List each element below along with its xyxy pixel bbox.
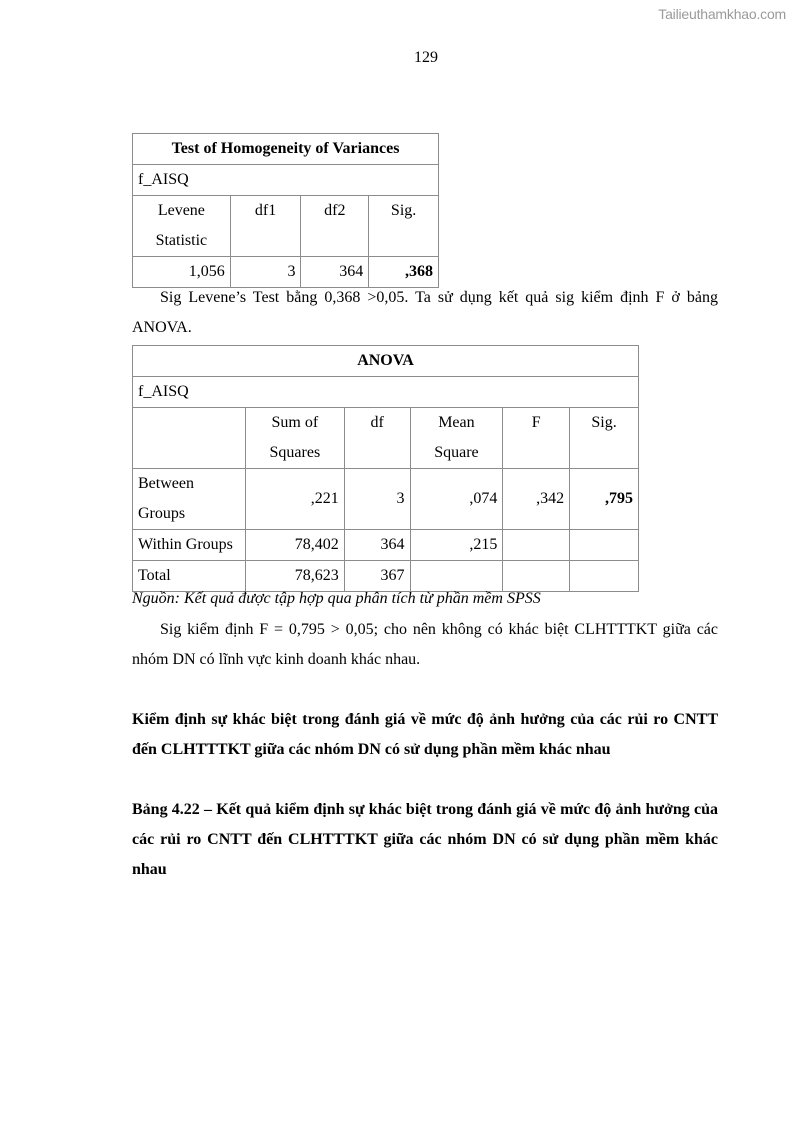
header-row [133,196,439,257]
table-title-row [133,134,439,165]
cell-sig [570,561,639,592]
table-row-between-groups [133,469,639,530]
header-sig: Sig. [570,408,639,469]
variable-row [133,165,439,196]
header-sum-of-squares: Sum of Squares [245,408,344,469]
table-title: ANOVA [133,346,639,377]
header-mean-square: Mean Square [410,408,503,469]
row-label: Within Groups [133,530,246,561]
table-row-within-groups [133,530,639,561]
table-row-total [133,561,639,592]
variable-label: f_AISQ [133,165,439,196]
header-df2: df2 [301,196,369,257]
cell-levene-statistic: 1,056 [133,257,231,288]
variable-label: f_AISQ [133,377,639,408]
table-caption-heading: Bảng 4.22 – Kết quả kiểm định sự khác biệt trong đánh giá về mức độ ảnh hưởng của các rủi ro CNTT đến CLHTTTKT giữa các nhóm DN có sử dụng phần mềm khác nhau [132,801,718,878]
header-row [133,408,639,469]
cell-mean-square: ,074 [410,469,503,530]
header-sig: Sig. [369,196,439,257]
cell-f: ,342 [503,469,570,530]
table-title-row [133,346,639,377]
cell-sum-of-squares: 78,623 [245,561,344,592]
cell-df: 364 [344,530,410,561]
header-levene-statistic: Levene Statistic [133,196,231,257]
header-f: F [503,408,570,469]
page-number: 129 [414,49,438,66]
table-title: Test of Homogeneity of Variances [133,134,439,165]
conclusion-paragraph: Sig kiểm định F = 0,795 > 0,05; cho nên không có khác biệt CLHTTTKT giữa các nhóm DN có lĩnh vực kinh doanh khác nhau. [132,621,718,668]
cell-sig [570,530,639,561]
cell-sig: ,368 [369,257,439,288]
cell-df2: 364 [301,257,369,288]
cell-df: 3 [344,469,410,530]
cell-mean-square: ,215 [410,530,503,561]
levene-paragraph: Sig Levene’s Test bằng 0,368 >0,05. Ta sử dụng kết quả sig kiểm định F ở bảng ANOVA. [132,289,718,336]
watermark: Tailieuthamkhao.com [658,6,786,22]
cell-df: 367 [344,561,410,592]
cell-sum-of-squares: ,221 [245,469,344,530]
cell-f [503,530,570,561]
cell-sum-of-squares: 78,402 [245,530,344,561]
source-caption: Nguồn: Kết quả được tập hợp qua phân tích từ phần mềm SPSS [132,590,541,607]
anova-table [132,345,639,592]
cell-df1: 3 [230,257,301,288]
cell-f [503,561,570,592]
header-df: df [344,408,410,469]
row-label: Between Groups [133,469,246,530]
homogeneity-table [132,133,439,288]
header-empty [133,408,246,469]
cell-mean-square [410,561,503,592]
section-heading: Kiểm định sự khác biệt trong đánh giá về mức độ ảnh hưởng của các rủi ro CNTT đến CLHTTTKT giữa các nhóm DN có sử dụng phần mềm khác nhau [132,711,718,758]
variable-row [133,377,639,408]
row-label: Total [133,561,246,592]
header-df1: df1 [230,196,301,257]
cell-sig: ,795 [570,469,639,530]
